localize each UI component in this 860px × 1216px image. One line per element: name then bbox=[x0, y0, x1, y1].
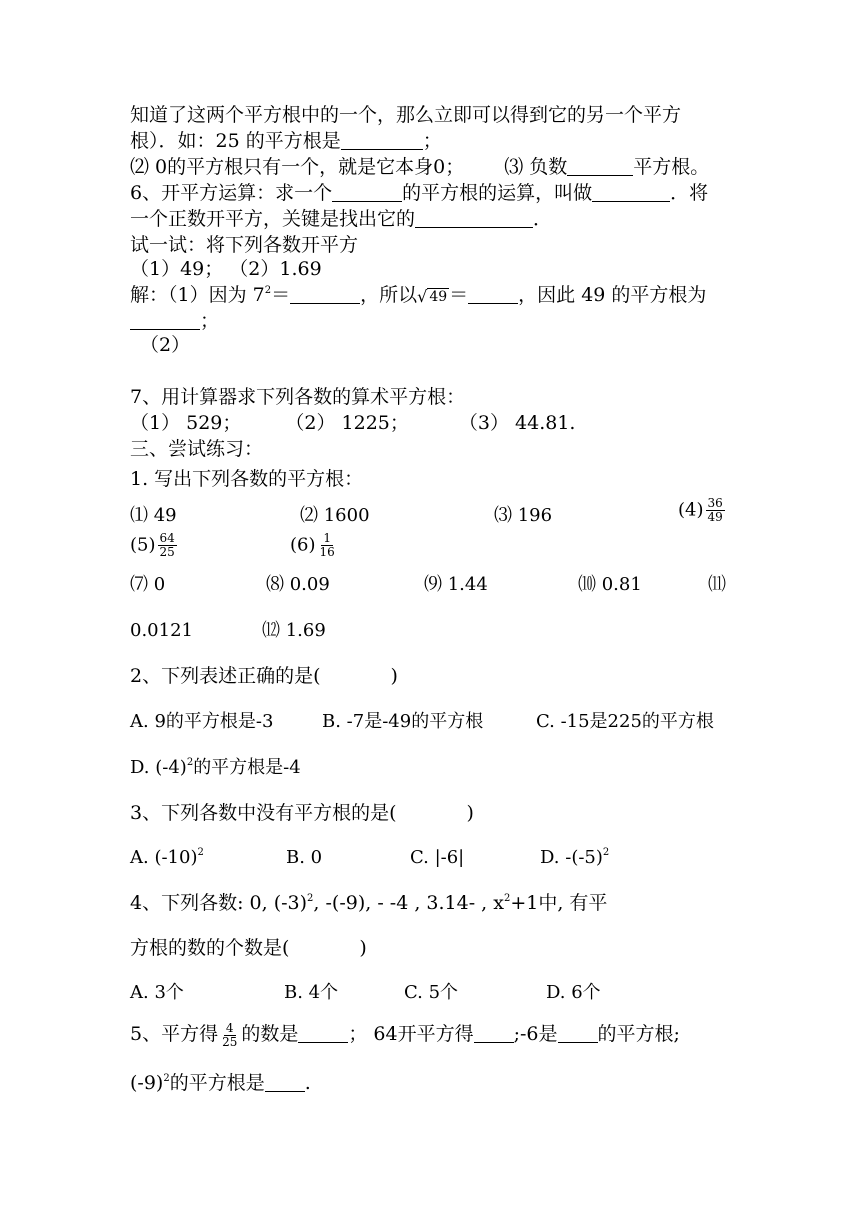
text-line bbox=[130, 206, 552, 232]
line-text: 试一试：将下列各数开平方 bbox=[130, 234, 359, 256]
text-line bbox=[130, 410, 575, 436]
line-text: 7、用计算器求下列各数的算术平方根： bbox=[130, 386, 466, 408]
line-text: （2） 1225； bbox=[285, 412, 409, 434]
line-text: ＝ bbox=[449, 284, 469, 306]
text-line bbox=[130, 128, 442, 154]
line-text: （1）49； （2）1.69 bbox=[130, 258, 322, 280]
fraction: $\frac{4}{25}$ bbox=[222, 1020, 238, 1049]
line-text: ＝ bbox=[271, 284, 291, 306]
q1-item: ⑿ 1.69 bbox=[262, 620, 326, 641]
text-line bbox=[130, 232, 358, 258]
option-d: D. $(-4)^2$的平方根是-4 bbox=[130, 757, 301, 778]
line-text: ； bbox=[200, 310, 220, 332]
superscript: 2 bbox=[264, 285, 272, 296]
answer-blank[interactable] bbox=[332, 183, 402, 202]
q1-item: ⑶ 196 bbox=[494, 505, 553, 526]
q1-item: ⑻ 0.09 bbox=[266, 574, 330, 595]
line-text: ⑶ 负数 bbox=[504, 156, 568, 178]
question-stem: 2、下列表述正确的是( ) bbox=[130, 665, 398, 687]
q1-item: (6) $\frac{1}{16}$ bbox=[290, 531, 335, 559]
line-text: 根）．如：25 的平方根是 bbox=[130, 130, 341, 152]
answer-blank[interactable] bbox=[558, 1024, 598, 1043]
option-a: A. 9的平方根是-3 bbox=[130, 711, 274, 732]
line-text: 知道了这两个平方根中的一个，那么立即可以得到它的另一个平方 bbox=[130, 104, 682, 126]
line-text: 一个正数开平方，关键是找出它的 bbox=[130, 208, 416, 230]
line-text: 1. 写出下列各数的平方根： bbox=[130, 468, 364, 490]
q1-item: 0.0121 bbox=[130, 620, 193, 641]
line-text: ； bbox=[422, 130, 442, 152]
option-d: D. $-(-5)^2$ bbox=[540, 847, 610, 868]
text-line bbox=[130, 308, 219, 334]
answer-blank[interactable] bbox=[298, 1024, 348, 1043]
answer-blank[interactable] bbox=[474, 1024, 514, 1043]
q1-item: ⑵ 1600 bbox=[300, 505, 370, 526]
q1-item: ⑾ bbox=[708, 574, 726, 595]
text-line bbox=[130, 180, 708, 206]
text-line bbox=[130, 436, 263, 462]
answer-blank[interactable] bbox=[265, 1073, 305, 1092]
text-line bbox=[130, 384, 465, 410]
question-stem: 方根的数的个数是( ) bbox=[130, 937, 367, 959]
line-text: 三、尝试练习： bbox=[130, 438, 264, 460]
line-text: ，所以 bbox=[360, 284, 418, 306]
line-text: ．将 bbox=[670, 182, 709, 204]
answer-blank[interactable] bbox=[592, 183, 670, 202]
line-text: ，因此 49 的平方根为 bbox=[518, 284, 707, 306]
option-b: B. 0 bbox=[286, 847, 323, 868]
answer-blank[interactable] bbox=[130, 311, 200, 330]
option-a: A. $(-10)^2$ bbox=[130, 847, 204, 868]
answer-blank[interactable] bbox=[289, 939, 359, 957]
text-line bbox=[130, 154, 709, 180]
line-text: （1） 529； bbox=[130, 412, 242, 434]
answer-blank[interactable] bbox=[468, 285, 518, 304]
option-a: A. 3个 bbox=[130, 982, 184, 1003]
text-line bbox=[130, 102, 681, 128]
answer-blank[interactable] bbox=[341, 131, 423, 150]
line-text: 6、开平方运算：求一个 bbox=[130, 182, 333, 204]
question-stem: 4、下列各数: 0, $(-3)^2$, -(-9), - -4 , 3.14- , $x^2+1$中, 有平 bbox=[130, 892, 608, 914]
answer-blank[interactable] bbox=[567, 157, 633, 176]
answer-blank[interactable] bbox=[397, 804, 467, 822]
option-b: B. 4个 bbox=[284, 982, 339, 1003]
q1-item: ⑼ 1.44 bbox=[424, 574, 488, 595]
line-text: ⑵ 0的平方根只有一个，就是它本身0； bbox=[130, 156, 465, 178]
answer-blank[interactable] bbox=[321, 667, 391, 685]
fraction: $\frac{1}{16}$ bbox=[319, 531, 335, 559]
option-c: C. 5个 bbox=[404, 982, 459, 1003]
line-text: 平方根。 bbox=[633, 156, 710, 178]
option-d: D. 6个 bbox=[546, 982, 601, 1003]
q1-item: ⑴ 49 bbox=[130, 505, 177, 526]
text-line bbox=[130, 282, 706, 308]
question-stem: 5、平方得 $\frac{4}{25}$ 的数是 ； 64开平方得 ;-6是 的平方根; bbox=[130, 1020, 680, 1049]
text-line bbox=[130, 256, 322, 282]
fraction: $\frac{64}{25}$ bbox=[159, 531, 175, 559]
line-text: （3） 44.81. bbox=[458, 412, 576, 434]
q1-item: (5) $\frac{64}{25}$ bbox=[130, 531, 175, 559]
option-c: C. |-6| bbox=[410, 847, 465, 868]
text-line bbox=[140, 332, 190, 358]
q1-item: (4) $\frac{36}{49}$ bbox=[678, 496, 723, 524]
line-text: （2） bbox=[140, 334, 191, 356]
question-stem: $(-9)^2$的平方根是 . bbox=[130, 1072, 311, 1094]
line-text: 解：（1）因为 7 bbox=[130, 284, 265, 306]
option-c: C. -15是225的平方根 bbox=[536, 711, 714, 732]
line-text: 的平方根的运算，叫做 bbox=[402, 182, 593, 204]
square-root: √ 49 bbox=[417, 287, 448, 306]
answer-blank[interactable] bbox=[290, 285, 360, 304]
question-stem: 3、下列各数中没有平方根的是( ) bbox=[130, 802, 474, 824]
fraction: $\frac{36}{49}$ bbox=[707, 496, 723, 524]
q1-item: ⑺ 0 bbox=[130, 574, 166, 595]
answer-blank[interactable] bbox=[415, 209, 533, 228]
line-text: ． bbox=[533, 208, 553, 230]
text-line bbox=[130, 466, 363, 492]
q1-item: ⑽ 0.81 bbox=[578, 574, 642, 595]
option-b: B. -7是-49的平方根 bbox=[322, 711, 484, 732]
